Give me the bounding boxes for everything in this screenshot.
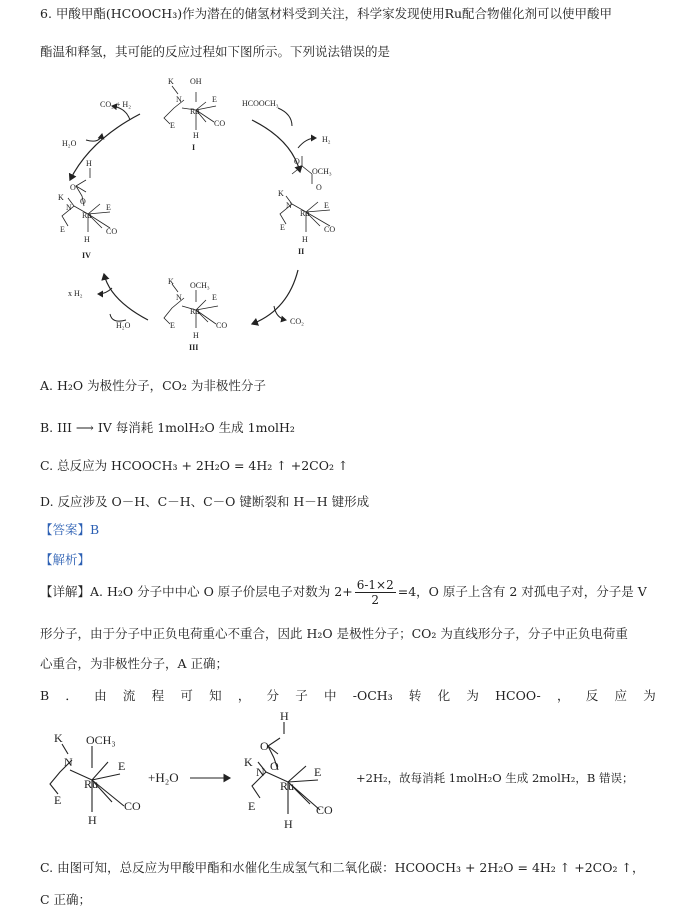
svg-text:N: N [176,293,182,302]
svg-text:Ru: Ru [190,107,200,116]
detail-prefix: 【详解】A. H₂O 分子中中心 O 原子价层电子对数为 2+ [40,584,353,599]
svg-text:O: O [270,759,279,773]
svg-text:H: H [86,159,92,168]
b-part: 程 [151,688,165,703]
label-hcoocch3: HCOOCH₃ [242,99,279,108]
svg-text:E: E [314,765,322,779]
reaction-equation [30,712,670,847]
svg-text:CO: CO [316,803,333,817]
option-b: B. III ⟶ IV 每消耗 1molH₂O 生成 1molH₂ [40,420,295,435]
branch-arrow-hcoocch3-in [278,108,292,126]
svg-text:Ru: Ru [84,777,99,791]
svg-text:K: K [168,277,174,286]
b-part: 分 [266,688,280,703]
option-a: A. H₂O 为极性分子，CO₂ 为非极性分子 [40,378,266,393]
svg-text:O: O [294,157,300,166]
b-part: ， [237,688,251,703]
catalytic-cycle-diagram [30,62,360,370]
svg-text:CO: CO [216,321,228,330]
svg-text:N: N [64,755,73,769]
label-xh2: x H₂ [68,289,83,298]
branch-arrow-co2-out [274,306,286,320]
svg-text:O: O [316,183,322,192]
answer-label: 【答案】B [40,522,100,537]
detail-line-2: 形分子，由于分子中正负电荷重心不重合，因此 H₂O 是极性分子；CO₂ 为直线形分子，分子中正负电荷重 [40,626,628,641]
c-line-2: C 正确； [40,892,92,907]
option-d: D. 反应涉及 O－H、C－H、C－O 键断裂和 H－H 键形成 [40,494,370,509]
svg-text:IV: IV [82,251,91,260]
svg-text:E: E [170,121,175,130]
b-part: 流 [122,688,136,703]
svg-text:H: H [193,131,199,140]
product-structure [244,712,333,831]
svg-text:OH: OH [190,77,202,86]
b-part: 为 [643,688,656,703]
complex-iv [58,159,117,260]
detail-suffix: =4，O 原子上含有 2 对孤电子对，分子是 V [397,584,647,599]
svg-text:K: K [54,731,63,745]
svg-text:I: I [192,143,196,152]
svg-text:OCH₃: OCH₃ [312,167,332,176]
svg-text:H: H [84,235,90,244]
cycle-arrow-iv-to-i [70,114,140,180]
reactant-structure [50,731,141,827]
question-line-1: 6. 甲酸甲酯(HCOOCH₃)作为潜在的储氢材料受到关注，科学家发现使用Ru配合物催化剂可以使甲酸甲 [40,6,613,21]
svg-text:H: H [280,712,289,723]
complex-iii [164,277,227,352]
svg-text:N: N [66,203,72,212]
b-part: B [40,688,50,703]
b-part: 知 [209,688,222,703]
svg-text:K: K [244,755,253,769]
b-part: 反 [585,688,599,703]
branch-arrow-h2o-in [86,134,102,141]
b-part: HCOO- [495,688,541,703]
b-part: 子 [295,688,308,703]
svg-text:H: H [193,331,199,340]
svg-text:E: E [212,293,217,302]
label-h2o-top: H₂O [62,139,77,148]
svg-text:E: E [324,201,329,210]
svg-text:N: N [256,765,265,779]
branch-arrow-h2-out [298,138,316,148]
c-line-1: C. 由图可知，总反应为甲酸甲酯和水催化生成氢气和二氧化碳：HCOOCH₃ + 2H₂O = 4H₂ ↑ +2CO₂ ↑， [40,860,645,875]
b-part: 应 [614,688,627,703]
svg-text:E: E [60,225,65,234]
valence-fraction [355,578,396,607]
b-part: ． [65,688,78,703]
svg-text:Ru: Ru [190,307,200,316]
analysis-header: 【解析】 [40,552,91,567]
svg-text:H: H [284,817,293,831]
svg-text:E: E [280,223,285,232]
svg-text:K: K [168,77,174,86]
svg-text:E: E [212,95,217,104]
svg-text:N: N [286,201,292,210]
svg-text:N: N [176,95,182,104]
cycle-arrow-i-to-ii [252,120,300,172]
svg-text:E: E [248,799,256,813]
b-part: 由 [94,688,107,703]
complex-ii [278,156,335,256]
option-c: C. 总反应为 HCOOCH₃ + 2H₂O = 4H₂ ↑ +2CO₂ ↑ [40,458,349,473]
svg-text:Ru: Ru [280,779,295,793]
svg-text:O: O [260,739,269,753]
label-co2-right: CO₂ [290,317,304,326]
svg-text:H: H [302,235,308,244]
label-h2o-bottom: H₂O [116,321,131,330]
svg-text:III: III [189,343,199,352]
svg-text:O: O [80,197,86,206]
label-h2-right: H₂ [322,135,331,144]
cycle-arrow-iii-to-iv [104,274,148,320]
b-part: 转 [408,688,422,703]
b-part: 可 [180,688,193,703]
svg-text:E: E [54,793,62,807]
question-line-2: 酯温和释氢，其可能的反应过程如下图所示。下列说法错误的是 [40,44,391,59]
svg-text:CO: CO [124,799,141,813]
svg-text:II: II [298,247,305,256]
detail-line-3: 心重合，为非极性分子，A 正确； [40,656,229,671]
b-part: ， [557,688,570,703]
cycle-arrow-ii-to-iii [252,270,298,324]
svg-text:OCH₃: OCH₃ [190,281,210,290]
fraction-denominator: 2 [371,593,380,607]
svg-text:E: E [170,321,175,330]
b-line [40,688,656,704]
b-part: 为 [466,688,479,703]
svg-text:E: E [106,203,111,212]
complex-i [164,77,225,152]
b-part: 中 [324,688,337,703]
svg-text:OCH₃: OCH₃ [86,733,116,747]
svg-text:K: K [278,189,284,198]
fraction-numerator: 6-1×2 [356,578,394,592]
svg-text:E: E [118,759,126,773]
detail-line-1 [40,578,647,607]
label-co2-h2: CO₂ + H₂ [100,100,131,109]
svg-text:CO: CO [214,119,226,128]
plus-h2o: +H₂O [148,770,179,785]
equation-tail: +2H₂，故每消耗 1molH₂O 生成 2molH₂，B 错误； [356,771,634,785]
svg-text:CO: CO [324,225,336,234]
svg-text:K: K [58,193,64,202]
b-part: 化 [437,688,451,703]
svg-text:O: O [70,183,76,192]
svg-text:Ru: Ru [82,211,92,220]
svg-text:H: H [88,813,97,827]
b-part: -OCH₃ [352,688,393,703]
svg-text:CO: CO [106,227,118,236]
svg-text:Ru: Ru [300,209,310,218]
